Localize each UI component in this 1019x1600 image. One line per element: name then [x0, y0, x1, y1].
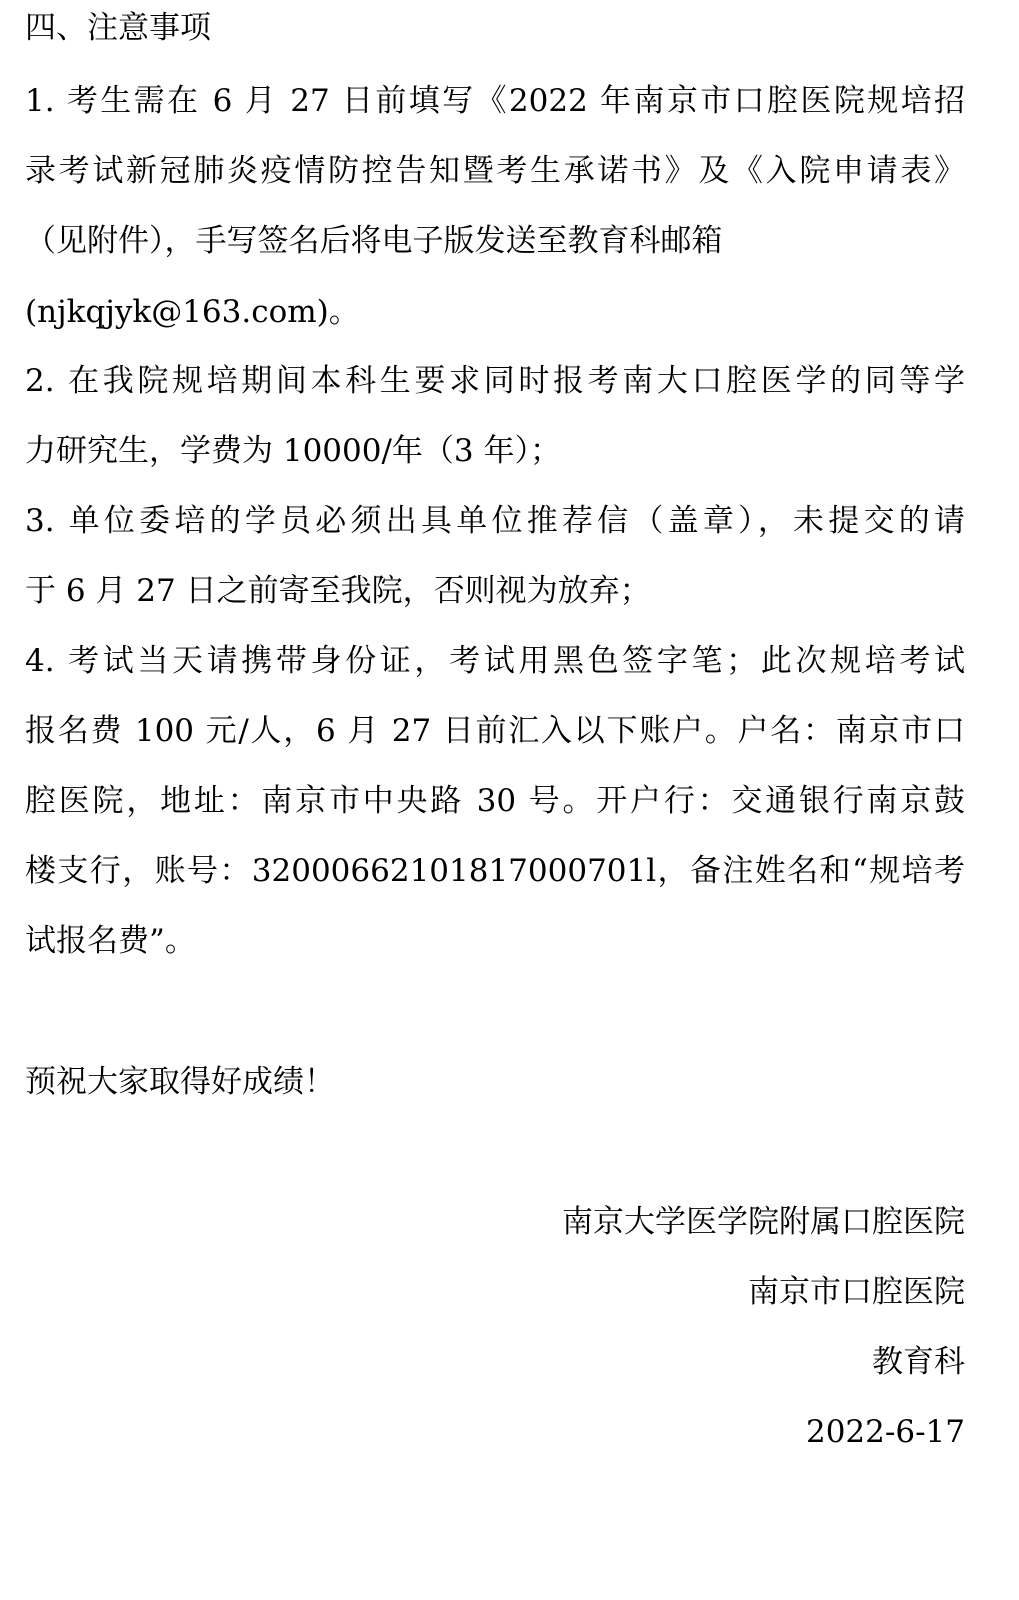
item-4-line-3: 腔医院，地址：南京市中央路 30 号。开户行：交通银行南京鼓: [25, 783, 965, 819]
section-title: 四、注意事项: [25, 10, 211, 46]
item-4-line-4: 楼支行，账号：32000662101817000701l，备注姓名和“规培考: [25, 853, 965, 889]
item-3-line-2: 于 6 月 27 日之前寄至我院，否则视为放弃；: [25, 573, 651, 609]
item-2-line-1: 2. 在我院规培期间本科生要求同时报考南大口腔医学的同等学: [25, 363, 965, 399]
signature-org-2: 南京市口腔医院: [748, 1274, 965, 1310]
closing-text: 预祝大家取得好成绩！: [25, 1064, 335, 1100]
item-1-line-4: (njkqjyk@163.com)。: [25, 294, 360, 330]
item-2-line-2: 力研究生，学费为 10000/年（3 年）；: [25, 433, 561, 469]
item-3-line-1: 3. 单位委培的学员必须出具单位推荐信（盖章），未提交的请: [25, 503, 965, 539]
item-1-line-1: 1. 考生需在 6 月 27 日前填写《2022 年南京市口腔医院规培招: [25, 83, 965, 119]
item-1-line-3: （见附件），手写签名后将电子版发送至教育科邮箱: [25, 223, 723, 259]
signature-date: 2022-6-17: [805, 1414, 965, 1450]
signature-department: 教育科: [872, 1344, 965, 1380]
document-page: [25, 0, 965, 1600]
item-4-line-1: 4. 考试当天请携带身份证，考试用黑色签字笔；此次规培考试: [25, 643, 965, 679]
signature-org-1: 南京大学医学院附属口腔医院: [562, 1204, 965, 1240]
item-1-line-2: 录考试新冠肺炎疫情防控告知暨考生承诺书》及《入院申请表》: [25, 153, 965, 189]
item-4-line-2: 报名费 100 元/人，6 月 27 日前汇入以下账户。户名：南京市口: [25, 713, 965, 749]
item-4-line-5: 试报名费”。: [25, 923, 196, 959]
